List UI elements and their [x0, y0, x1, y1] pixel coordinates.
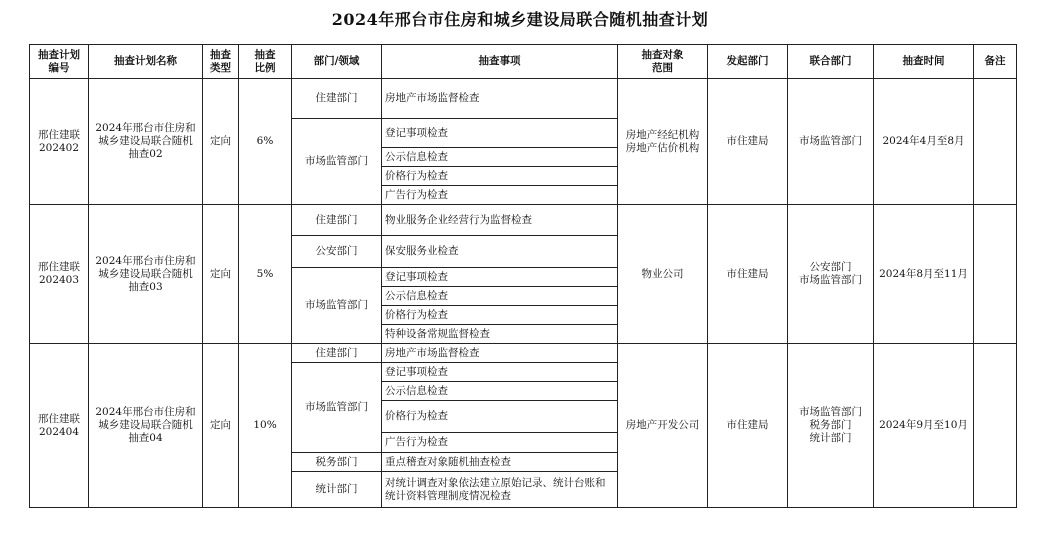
- dept-cell: 住建部门: [292, 344, 382, 363]
- dept-cell: 住建部门: [292, 205, 382, 236]
- dept-cell: 市场监管部门: [292, 119, 382, 205]
- item-cell: 公示信息检查: [382, 382, 618, 401]
- header-note: 备注: [974, 45, 1017, 79]
- scope-cell: 房地产经纪机构 房地产估价机构: [618, 79, 708, 205]
- item-cell: 价格行为检查: [382, 401, 618, 433]
- header-time: 抽查时间: [874, 45, 974, 79]
- dept-cell: 住建部门: [292, 79, 382, 119]
- ratio-cell: 10%: [239, 344, 292, 508]
- scope-cell: 物业公司: [618, 205, 708, 344]
- item-cell: 物业服务企业经营行为监督检查: [382, 205, 618, 236]
- header-row: [30, 45, 1017, 79]
- document-title: 2024年邢台市住房和城乡建设局联合随机抽查计划: [331, 10, 709, 29]
- type-cell: 定向: [203, 79, 239, 205]
- item-cell: 特种设备常规监督检查: [382, 325, 618, 344]
- table-row: [30, 79, 1017, 119]
- plan-no-cell: 邢住建联 202402: [30, 79, 89, 205]
- plan-no-cell: 邢住建联 202403: [30, 205, 89, 344]
- plan-no-cell: 邢住建联 202404: [30, 344, 89, 508]
- item-cell: 广告行为检查: [382, 186, 618, 205]
- header-plan-name: 抽查计划名称: [89, 45, 203, 79]
- item-cell: 保安服务业检查: [382, 236, 618, 268]
- item-cell: 房地产市场监督检查: [382, 344, 618, 363]
- item-cell: 房地产市场监督检查: [382, 79, 618, 119]
- plan-name-cell: 2024年邢台市住房和 城乡建设局联合随机 抽查03: [89, 205, 203, 344]
- item-cell: 对统计调查对象依法建立原始记录、统计台账和统计资料管理制度情况检查: [382, 472, 618, 508]
- dept-cell: 税务部门: [292, 453, 382, 472]
- header-scope: 抽查对象 范围: [618, 45, 708, 79]
- item-cell: 登记事项检查: [382, 268, 618, 287]
- item-cell: 公示信息检查: [382, 148, 618, 167]
- note-cell: [974, 344, 1017, 508]
- header-type: 抽查 类型: [203, 45, 239, 79]
- item-cell: 重点稽查对象随机抽查检查: [382, 453, 618, 472]
- note-cell: [974, 205, 1017, 344]
- initiator-cell: 市住建局: [708, 79, 788, 205]
- header-dept: 部门/领域: [292, 45, 382, 79]
- ratio-cell: 6%: [239, 79, 292, 205]
- joint-cell: 市场监管部门: [788, 79, 874, 205]
- time-cell: 2024年8月至11月: [874, 205, 974, 344]
- initiator-cell: 市住建局: [708, 344, 788, 508]
- header-plan-no: 抽查计划 编号: [30, 45, 89, 79]
- plan-name-cell: 2024年邢台市住房和 城乡建设局联合随机 抽查04: [89, 344, 203, 508]
- type-cell: 定向: [203, 344, 239, 508]
- dept-cell: 市场监管部门: [292, 363, 382, 453]
- dept-cell: 统计部门: [292, 472, 382, 508]
- time-cell: 2024年4月至8月: [874, 79, 974, 205]
- item-cell: 登记事项检查: [382, 363, 618, 382]
- table-row: [30, 205, 1017, 236]
- plan-name-cell: 2024年邢台市住房和 城乡建设局联合随机 抽查02: [89, 79, 203, 205]
- header-initiator: 发起部门: [708, 45, 788, 79]
- item-cell: 广告行为检查: [382, 433, 618, 453]
- scope-cell: 房地产开发公司: [618, 344, 708, 508]
- note-cell: [974, 79, 1017, 205]
- type-cell: 定向: [203, 205, 239, 344]
- joint-cell: 市场监管部门 税务部门 统计部门: [788, 344, 874, 508]
- ratio-cell: 5%: [239, 205, 292, 344]
- header-items: 抽查事项: [382, 45, 618, 79]
- time-cell: 2024年9月至10月: [874, 344, 974, 508]
- item-cell: 登记事项检查: [382, 119, 618, 148]
- item-cell: 公示信息检查: [382, 287, 618, 306]
- header-ratio: 抽查 比例: [239, 45, 292, 79]
- table-row: [30, 344, 1017, 363]
- item-cell: 价格行为检查: [382, 306, 618, 325]
- item-cell: 价格行为检查: [382, 167, 618, 186]
- dept-cell: 市场监管部门: [292, 268, 382, 344]
- initiator-cell: 市住建局: [708, 205, 788, 344]
- dept-cell: 公安部门: [292, 236, 382, 268]
- header-joint: 联合部门: [788, 45, 874, 79]
- joint-cell: 公安部门 市场监管部门: [788, 205, 874, 344]
- plan-table: [29, 44, 1017, 508]
